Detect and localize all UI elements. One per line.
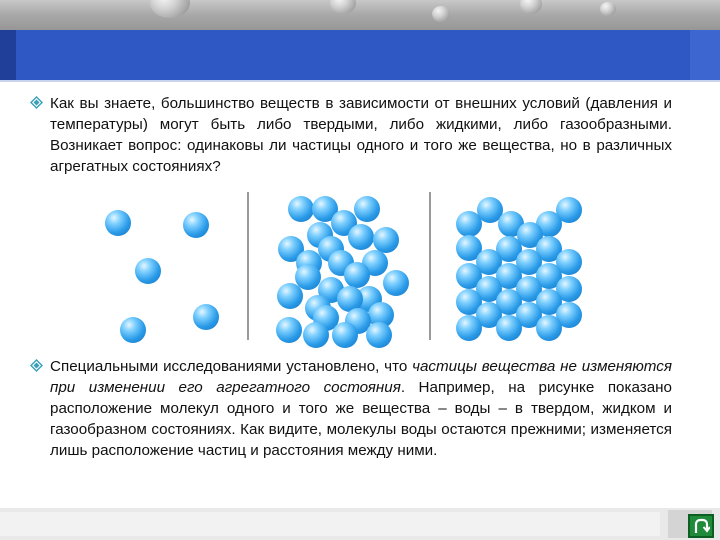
paragraph-emphasis: частицы вещества не изменяются при изменении его агрегатного состояния xyxy=(50,358,672,396)
header-band-accent xyxy=(0,30,16,80)
molecule xyxy=(193,304,219,330)
molecule xyxy=(288,196,314,222)
footer-strip xyxy=(0,512,660,536)
paragraph-text: . Например, на рисунке показано расположение молекул одного и того же вещества – воды – в твердом, жидком и газообразном состояниях. Как видите, молекулы воды остаются прежними; изменяется лишь расположение частиц и расстояния между ними. xyxy=(50,379,672,459)
state-divider-line xyxy=(247,192,249,340)
water-drop-image xyxy=(600,2,616,16)
header-divider xyxy=(0,80,720,82)
molecule xyxy=(366,322,392,348)
molecule xyxy=(277,283,303,309)
water-drop-image xyxy=(150,0,190,18)
molecule xyxy=(348,224,374,250)
molecule xyxy=(373,227,399,253)
water-drop-image xyxy=(432,6,450,22)
paragraph-text: Как вы знаете, большинство веществ в зависимости от внешних условий (давления и температуры) могут быть либо твердыми, либо жидкими, либо газообразными. Возникает вопрос: одинаковы ли частицы одного и того же вещества, но в различных агрегатных состояниях? xyxy=(50,95,672,175)
molecule xyxy=(456,211,482,237)
molecule xyxy=(383,270,409,296)
molecule xyxy=(303,322,329,348)
return-button[interactable] xyxy=(688,514,714,538)
molecule xyxy=(354,196,380,222)
findings-paragraph xyxy=(50,356,672,461)
water-drop-image xyxy=(330,0,356,14)
molecule xyxy=(536,315,562,341)
header-band xyxy=(0,30,720,80)
water-drop-image xyxy=(520,0,542,14)
diamond-bullet-icon xyxy=(30,359,43,372)
molecule xyxy=(135,258,161,284)
molecule xyxy=(496,315,522,341)
molecule xyxy=(456,315,482,341)
diamond-bullet-icon xyxy=(30,96,43,109)
molecule xyxy=(332,322,358,348)
return-arrow-icon xyxy=(692,518,710,534)
header-band-corner xyxy=(690,30,720,80)
state-divider-line xyxy=(429,192,431,340)
molecule xyxy=(276,317,302,343)
molecule xyxy=(344,262,370,288)
paragraph-text: Специальными исследованиями установлено, что xyxy=(50,358,413,375)
molecule xyxy=(556,197,582,223)
intro-paragraph xyxy=(50,93,672,177)
molecule xyxy=(183,212,209,238)
molecule xyxy=(120,317,146,343)
molecule xyxy=(105,210,131,236)
